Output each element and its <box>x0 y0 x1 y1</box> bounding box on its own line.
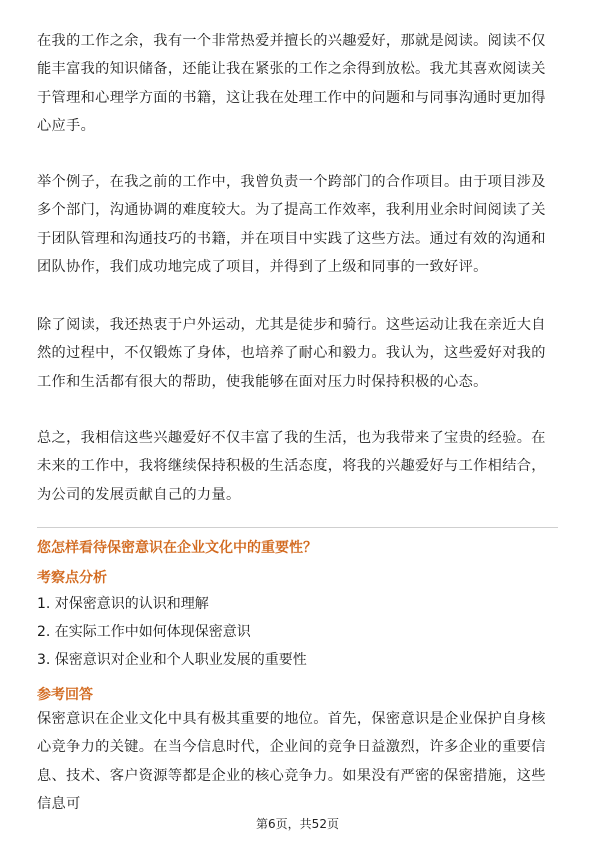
paragraph-reading-hobby: 在我的工作之余，我有一个非常热爱并擅长的兴趣爱好，那就是阅读。阅读不仅能丰富我的知识储备，还能让我在紧张的工作之余得到放松。我尤其喜欢阅读关于管理和心理学方面的书籍，这让我在处理工作中的问题和与同事沟通时更加得心应手。 <box>37 33 546 135</box>
paragraph-project-example: 举个例子，在我之前的工作中，我曾负责一个跨部门的合作项目。由于项目涉及多个部门，沟通协调的难度较大。为了提高工作效率，我利用业余时间阅读了关于团队管理和沟通技巧的书籍，并在项目中实践了这些方法。通过有效的沟通和团队协作，我们成功地完成了项目，并得到了上级和同事的一致好评。 <box>37 174 546 276</box>
interview-question: 您怎样看待保密意识在企业文化中的重要性？ <box>37 540 317 556</box>
list-item: 2. 在实际工作中如何体现保密意识 <box>37 624 251 640</box>
analysis-heading: 考察点分析 <box>37 570 107 586</box>
analysis-list <box>37 594 307 678</box>
paragraph-outdoor-sports: 除了阅读，我还热衷于户外运动，尤其是徒步和骑行。这些运动让我在亲近大自然的过程中，不仅锻炼了身体，也培养了耐心和毅力。我认为，这些爱好对我的工作和生活都有很大的帮助，使我能够在面对压力时保持积极的心态。 <box>37 317 546 390</box>
page-number-footer: 第6页，共52页 <box>256 817 339 831</box>
section-divider <box>37 527 558 528</box>
answer-heading: 参考回答 <box>37 687 93 703</box>
paragraph-conclusion: 总之，我相信这些兴趣爱好不仅丰富了我的生活，也为我带来了宝贵的经验。在未来的工作中，我将继续保持积极的生活态度，将我的兴趣爱好与工作相结合，为公司的发展贡献自己的力量。 <box>37 430 546 503</box>
answer-text: 保密意识在企业文化中具有极其重要的地位。首先，保密意识是企业保护自身核心竞争力的关键。在当今信息时代，企业间的竞争日益激烈，许多企业的重要信息、技术、客户资源等都是企业的核心竞争力。如果没有严密的保密措施，这些信息可 <box>37 711 546 813</box>
list-item: 3. 保密意识对企业和个人职业发展的重要性 <box>37 652 307 668</box>
list-item: 1. 对保密意识的认识和理解 <box>37 596 209 612</box>
